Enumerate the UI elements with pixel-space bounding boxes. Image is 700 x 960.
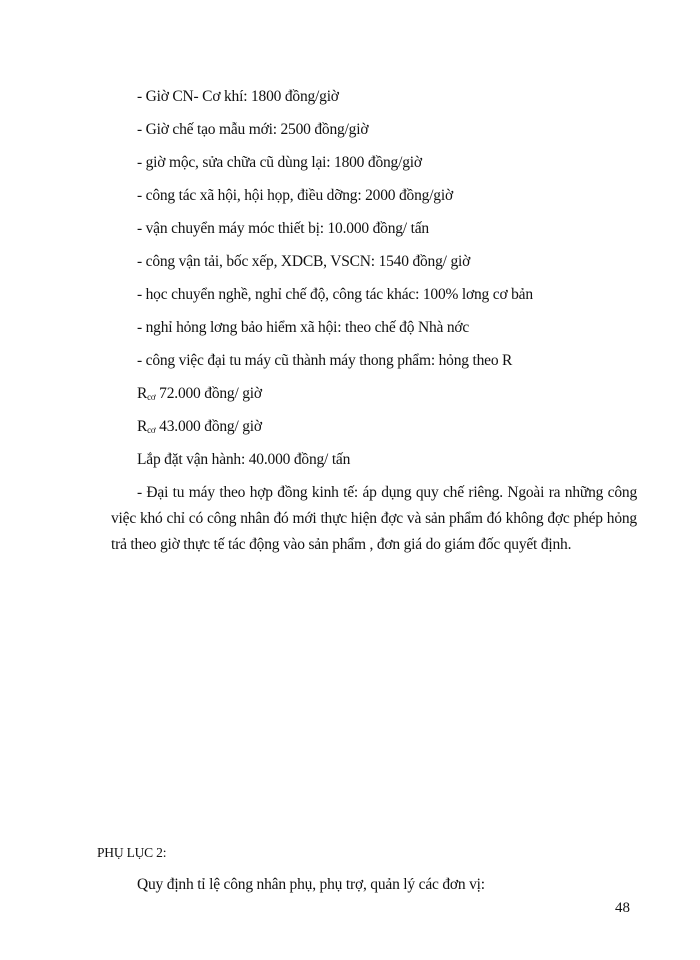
rate-r2-symbol: R: [137, 418, 148, 435]
install-line: Lắp đặt vận hành: 40.000 đồng/ tấn: [137, 451, 351, 468]
rate-r1-subscript: cơ: [147, 392, 156, 402]
rate-line-social-work: - công tác xã hội, hội họp, điều dỡng: 2000 đồng/giờ: [137, 187, 453, 204]
rate-line-overhaul: - công việc đại tu máy cũ thành máy thong phẩm: hỏng theo R: [137, 352, 513, 369]
appendix-heading: PHỤ LỤC 2:: [97, 845, 167, 860]
appendix-text: Quy định tỉ lệ công nhân phụ, phụ trợ, quản lý các đơn vị:: [137, 876, 485, 893]
rate-r2-subscript: cơ: [147, 425, 156, 435]
rate-line-prototype: - Giờ chế tạo mẫu mới: 2500 đồng/giờ: [137, 121, 369, 138]
rate-r1-value: 72.000 đồng/ giờ: [155, 385, 262, 402]
page-number: 48: [615, 900, 630, 916]
rate-line-carpentry: - giờ mộc, sửa chữa cũ dùng lại: 1800 đồng/giờ: [137, 154, 422, 171]
overhaul-paragraph: - Đại tu máy theo hợp đồng kinh tế: áp dụng quy chế riêng. Ngoài ra những công việc khó chỉ có công nhân đó mới thực hiện đợc và sản phẩm đó không đợc phép hỏng trả theo giờ thực tế tác động vào sản phẩm , đơn giá do giám đốc quyết định.: [111, 484, 637, 553]
rate-r1-symbol: R: [137, 385, 148, 402]
rate-line-training: - học chuyển nghề, nghỉ chế độ, công tác khác: 100% lơng cơ bản: [137, 286, 533, 303]
rate-line-equipment-transport: - vận chuyển máy móc thiết bị: 10.000 đồng/ tấn: [137, 220, 429, 237]
rate-line-social-insurance: - nghỉ hỏng lơng bảo hiểm xã hội: theo chế độ Nhà nớc: [137, 319, 470, 336]
rate-r2-value: 43.000 đồng/ giờ: [155, 418, 262, 435]
rate-r1: [137, 385, 262, 403]
rate-line-transport-loading: - công vận tải, bốc xếp, XDCB, VSCN: 1540 đồng/ giờ: [137, 253, 471, 270]
rate-r2: [137, 418, 262, 436]
rate-line-mechanical: - Giờ CN- Cơ khí: 1800 đồng/giờ: [137, 88, 339, 105]
